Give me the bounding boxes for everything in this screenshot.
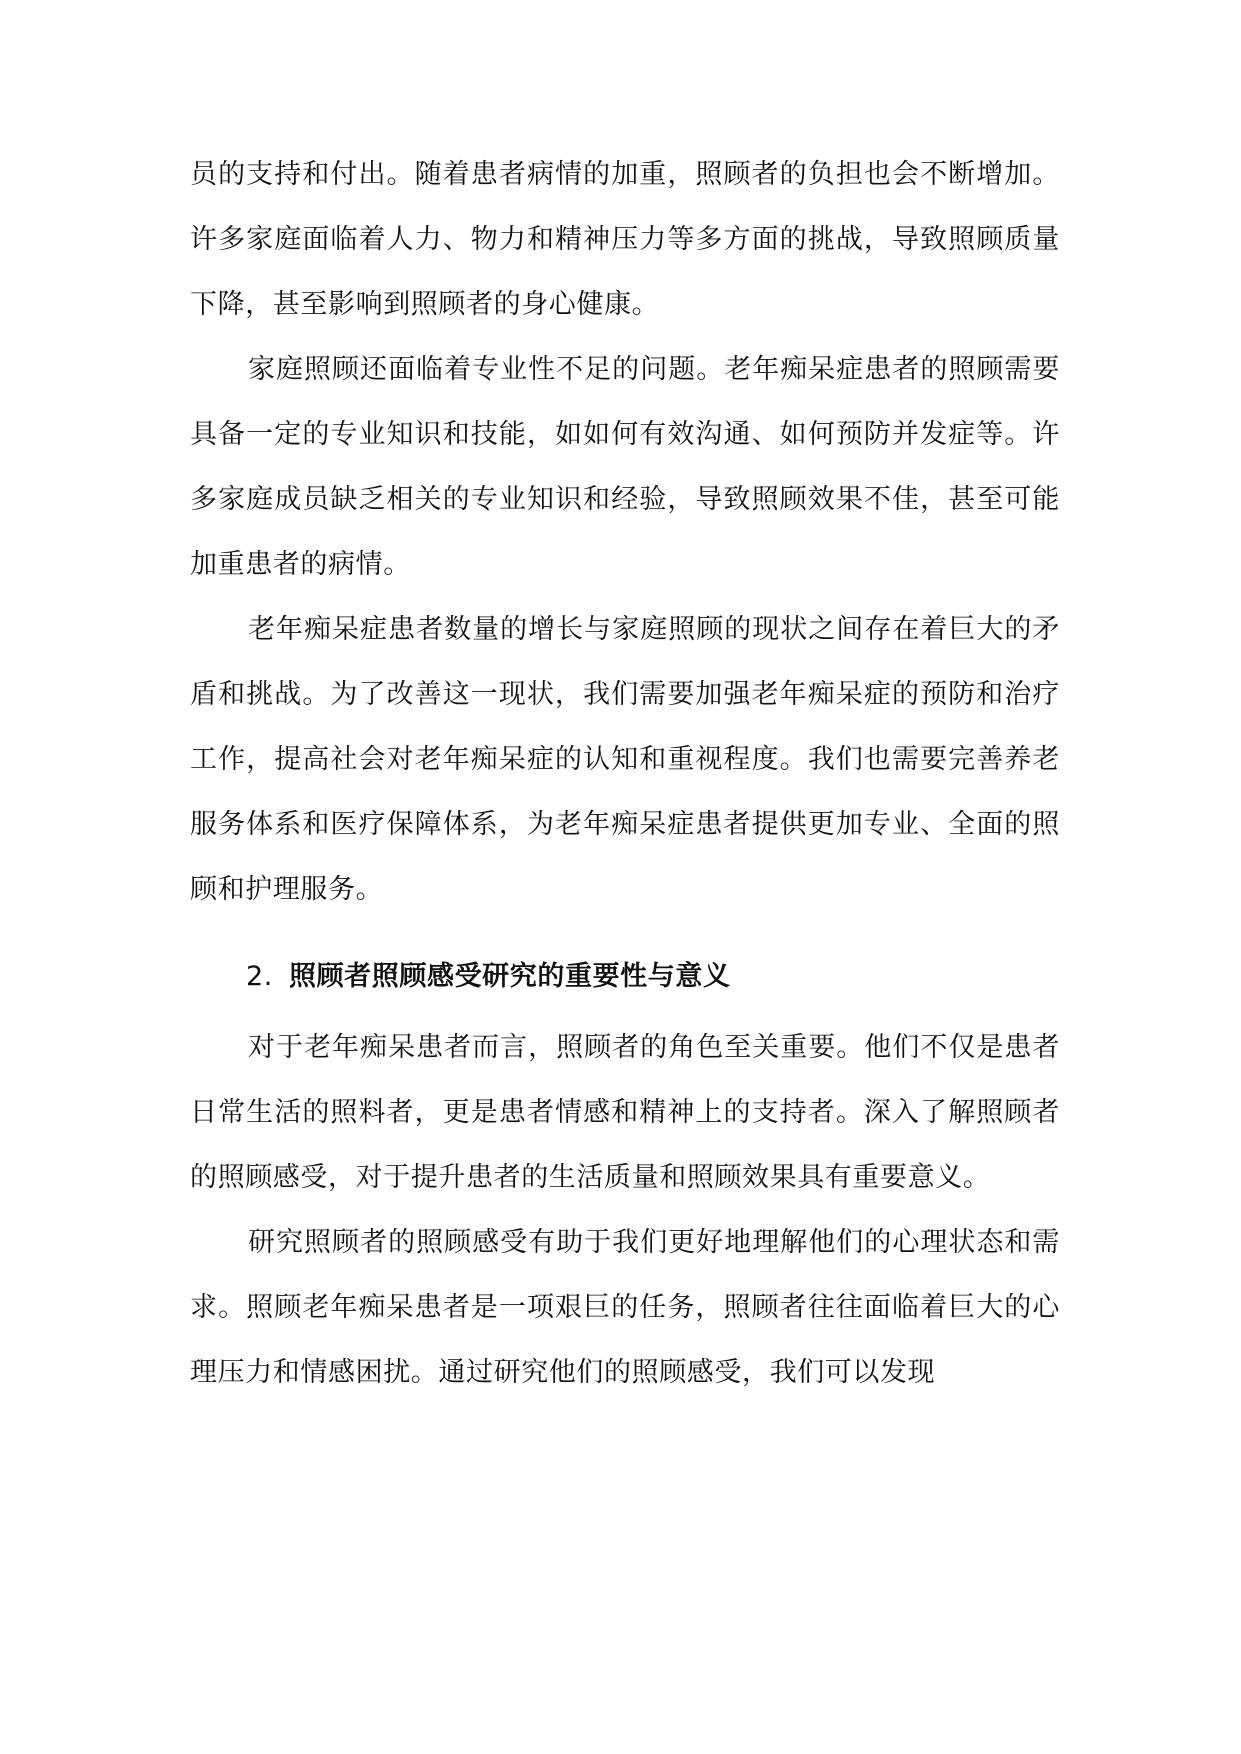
paragraph-professional-gap: 家庭照顾还面临着专业性不足的问题。老年痴呆症患者的照顾需要具备一定的专业知识和技能，如如何有效沟通、如何预防并发症等。许多家庭成员缺乏相关的专业知识和经验，导致照顾效果不佳，甚至可能加重患者的病情。 xyxy=(190,354,1060,580)
section-heading xyxy=(190,944,1060,1009)
paragraph-caregiver-role: 对于老年痴呆患者而言，照顾者的角色至关重要。他们不仅是患者日常生活的照料者，更是患者情感和精神上的支持者。深入了解照顾者的照顾感受，对于提升患者的生活质量和照顾效果具有重要意义。 xyxy=(190,1032,1060,1193)
paragraph-continuation: 员的支持和付出。随着患者病情的加重，照顾者的负担也会不断增加。许多家庭面临着人力、物力和精神压力等多方面的挑战，导致照顾质量下降，甚至影响到照顾者的身心健康。 xyxy=(190,159,1060,320)
document-body xyxy=(190,142,1060,1405)
section-number: 2. xyxy=(246,961,273,992)
paragraph-research-value: 研究照顾者的照顾感受有助于我们更好地理解他们的心理状态和需求。照顾老年痴呆患者是一项艰巨的任务，照顾者往往面临着巨大的心理压力和情感困扰。通过研究他们的照顾感受，我们可以发现 xyxy=(190,1227,1060,1388)
paragraph-contradiction: 老年痴呆症患者数量的增长与家庭照顾的现状之间存在着巨大的矛盾和挑战。为了改善这一现状，我们需要加强老年痴呆症的预防和治疗工作，提高社会对老年痴呆症的认知和重视程度。我们也需要完善养老服务体系和医疗保障体系，为老年痴呆症患者提供更加专业、全面的照顾和护理服务。 xyxy=(190,614,1060,905)
section-title: 照顾者照顾感受研究的重要性与意义 xyxy=(288,961,731,992)
